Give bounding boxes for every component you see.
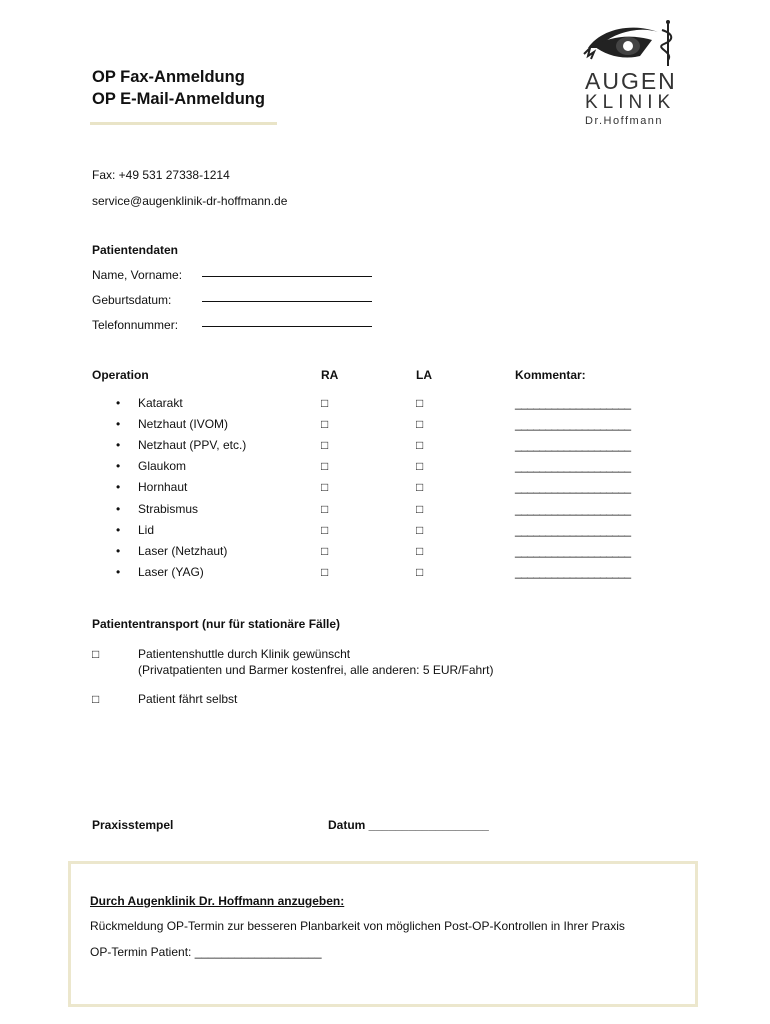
shuttle-label: Patientenshuttle durch Klinik gewünscht xyxy=(138,647,351,661)
self-drive-label: Patient fährt selbst xyxy=(138,692,238,706)
comment-field[interactable]: ___________________ xyxy=(515,438,631,452)
operation-label: Laser (YAG) xyxy=(138,565,204,579)
la-checkbox[interactable]: □ xyxy=(416,565,424,579)
comment-field[interactable]: ___________________ xyxy=(515,396,631,410)
list-bullet: • xyxy=(116,459,121,473)
transport-heading: Patiententransport (nur für stationäre Fälle) xyxy=(92,617,341,631)
title-underline xyxy=(90,122,277,125)
la-checkbox[interactable]: □ xyxy=(416,459,424,473)
list-bullet: • xyxy=(116,396,121,410)
clinic-note: Rückmeldung OP-Termin zur besseren Planbarkeit von möglichen Post-OP-Kontrollen in Ihrer Praxis xyxy=(90,919,625,933)
clinic-section xyxy=(68,861,698,1007)
name-label: Name, Vorname: xyxy=(92,268,183,282)
la-checkbox[interactable]: □ xyxy=(416,544,424,558)
list-bullet: • xyxy=(116,544,121,558)
date-field[interactable]: Datum __________________ xyxy=(328,818,489,832)
la-checkbox[interactable]: □ xyxy=(416,523,424,537)
page-title xyxy=(92,66,265,110)
email-address[interactable]: service@augenklinik-dr-hoffmann.de xyxy=(92,194,288,208)
phone-field[interactable] xyxy=(202,326,372,327)
birthdate-field[interactable] xyxy=(202,301,372,302)
operation-label: Strabismus xyxy=(138,502,199,516)
op-termin-field[interactable]: OP-Termin Patient: ___________________ xyxy=(90,945,322,959)
comment-field[interactable]: ___________________ xyxy=(515,480,631,494)
patient-heading: Patientendaten xyxy=(92,243,179,257)
ra-checkbox[interactable]: □ xyxy=(321,417,329,431)
list-bullet: • xyxy=(116,523,121,537)
comment-header: Kommentar: xyxy=(515,368,586,382)
la-checkbox[interactable]: □ xyxy=(416,438,424,452)
title-fax: OP Fax-Anmeldung xyxy=(92,68,245,86)
shuttle-checkbox[interactable]: □ xyxy=(92,647,100,661)
comment-field[interactable]: ___________________ xyxy=(515,502,631,516)
comment-field[interactable]: ___________________ xyxy=(515,459,631,473)
la-checkbox[interactable]: □ xyxy=(416,417,424,431)
eye-with-caduceus-icon xyxy=(580,18,690,68)
la-checkbox[interactable]: □ xyxy=(416,396,424,410)
operation-label: Katarakt xyxy=(138,396,183,410)
birthdate-label: Geburtsdatum: xyxy=(92,293,172,307)
self-drive-checkbox[interactable]: □ xyxy=(92,692,100,706)
logo-augen: AUGEN xyxy=(585,68,677,94)
list-bullet: • xyxy=(116,565,121,579)
title-email: OP E-Mail-Anmeldung xyxy=(92,90,265,108)
ra-checkbox[interactable]: □ xyxy=(321,502,329,516)
fax-number: Fax: +49 531 27338-1214 xyxy=(92,168,230,182)
shuttle-note: (Privatpatienten und Barmer kostenfrei, alle anderen: 5 EUR/Fahrt) xyxy=(138,663,494,677)
comment-field[interactable]: ___________________ xyxy=(515,565,631,579)
clinic-heading: Durch Augenklinik Dr. Hoffmann anzugeben: xyxy=(90,894,345,908)
clinic-logo xyxy=(580,18,690,130)
list-bullet: • xyxy=(116,502,121,516)
operation-label: Netzhaut (PPV, etc.) xyxy=(138,438,247,452)
la-checkbox[interactable]: □ xyxy=(416,502,424,516)
ra-checkbox[interactable]: □ xyxy=(321,544,329,558)
stamp-label: Praxisstempel xyxy=(92,818,174,832)
list-bullet: • xyxy=(116,480,121,494)
ra-checkbox[interactable]: □ xyxy=(321,480,329,494)
comment-field[interactable]: ___________________ xyxy=(515,417,631,431)
operation-header: Operation xyxy=(92,368,149,382)
ra-header: RA xyxy=(321,368,339,382)
operation-label: Lid xyxy=(138,523,155,537)
ra-checkbox[interactable]: □ xyxy=(321,396,329,410)
la-header: LA xyxy=(416,368,432,382)
ra-checkbox[interactable]: □ xyxy=(321,523,329,537)
operation-label: Hornhaut xyxy=(138,480,188,494)
name-field[interactable] xyxy=(202,276,372,277)
comment-field[interactable]: ___________________ xyxy=(515,523,631,537)
ra-checkbox[interactable]: □ xyxy=(321,565,329,579)
ra-checkbox[interactable]: □ xyxy=(321,438,329,452)
comment-field[interactable]: ___________________ xyxy=(515,544,631,558)
logo-doctor: Dr.Hoffmann xyxy=(585,115,664,127)
list-bullet: • xyxy=(116,438,121,452)
operation-label: Laser (Netzhaut) xyxy=(138,544,228,558)
la-checkbox[interactable]: □ xyxy=(416,480,424,494)
ra-checkbox[interactable]: □ xyxy=(321,459,329,473)
list-bullet: • xyxy=(116,417,121,431)
operation-label: Netzhaut (IVOM) xyxy=(138,417,229,431)
phone-label: Telefonnummer: xyxy=(92,318,179,332)
operation-label: Glaukom xyxy=(138,459,187,473)
logo-klinik: KLINIK xyxy=(585,92,676,113)
